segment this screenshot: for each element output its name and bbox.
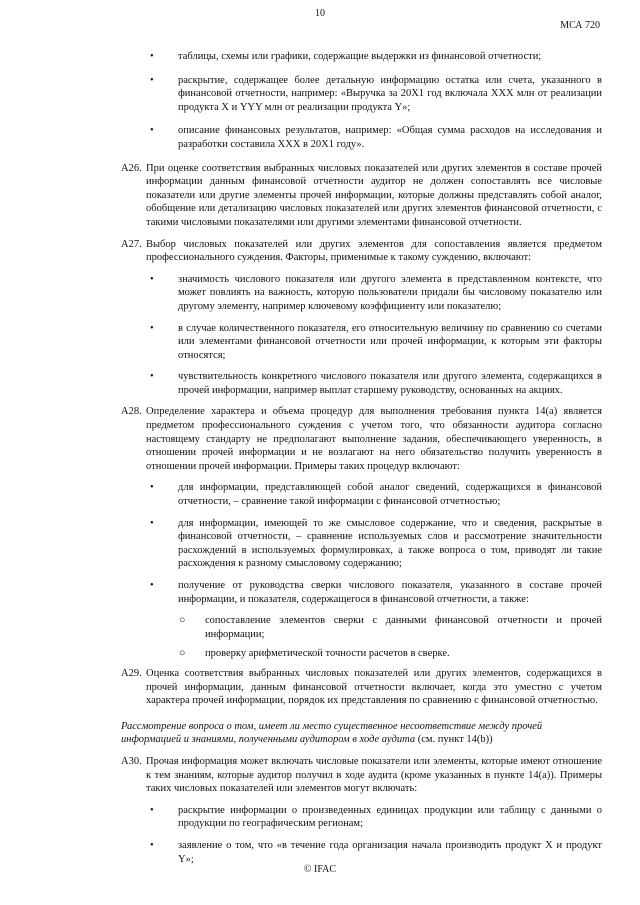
list-item [0,614,640,641]
list-item [0,579,640,606]
page-content [0,50,640,874]
bullet-icon: • [150,580,154,591]
list-item [0,322,640,363]
a28-sub-bullet-list [0,614,640,661]
bullet-icon: • [150,839,154,851]
intro-bullet-list [0,50,640,152]
list-item [0,804,640,831]
bullet-icon: • [150,125,154,137]
bullet-text: для информации, имеющей то же смысловое содержание, что и сведения, раскрытые в финансовой отчетности, – сравнение используемых слов и рассмотрение значительности расхождений в используемых формулировках, а также вопроса о том, приводят ли такие расхождения к разному смысловому содержанию; [178,517,602,570]
bullet-icon: • [150,371,154,383]
list-item [0,517,640,571]
paragraph-number: A30. [121,755,142,767]
bullet-icon: • [150,517,154,529]
paragraph-number: A27. [121,238,142,250]
paragraph-a28 [0,405,640,473]
paragraph-a29 [0,667,640,708]
bullet-text: сопоставление элементов сверки с данными финансовой отчетности и прочей информации; [205,615,602,640]
list-item [0,370,640,397]
bullet-text: раскрытие информации о произведенных единицах продукции или таблицу с данными о продукции по географическим регионам; [178,804,602,830]
paragraph-a26 [0,162,640,230]
paragraph-text: Оценка соответствия выбранных числовых показателей или других элементов, содержащихся в прочей информации, данным финансовой отчетности включает, когда это уместно с учетом характера прочей информации, порядок их представления по сравнению с финансовой отчетностью. [146,667,602,707]
paragraph-a30 [0,755,640,796]
paragraph-number: A28. [121,406,142,418]
a28-bullet-list [0,481,640,606]
paragraph-text: Прочая информация может включать числовые показатели или элементы, которые имеют отношение к тем знаниям, которые аудитор получил в ходе аудита (кроме указанных в пункте 14(a)). Примеры таких числовых показателей или элементов могут включать: [146,755,602,795]
document-code: МСА 720 [560,20,600,31]
list-item [0,74,640,115]
bullet-icon: • [150,51,154,62]
subheading-title: Рассмотрение вопроса о том, имеет ли место существенное несоответствие между прочей информацией и знаниями, полученными аудитором в ходе аудита [121,720,543,746]
circle-bullet-icon: ○ [179,648,186,660]
paragraph-number: A29. [121,667,142,679]
a27-bullet-list [0,273,640,398]
paragraph-text: Определение характера и объема процедур для выполнения требования пункта 14(a) является предметом профессионального суждения с учетом того, что обязанности аудитора согласно настоящему стандарту не предполагают выполнение задания, обеспечивающего уверенность, в отношении прочей информации и не возлагают на него обязательство получить уверенность в отношении прочей информации. Примеры таких процедур включают: [146,406,602,472]
page-number: 10 [315,8,325,19]
list-item [0,273,640,314]
bullet-text: описание финансовых результатов, например: «Общая сумма расходов на исследования и разработки составила XXX в 20X1 году». [178,125,602,150]
section-subheading [0,720,640,747]
paragraph-a27 [0,238,640,265]
paragraph-number: A26. [121,162,142,174]
bullet-text: в случае количественного показателя, его относительную величину по сравнению со счетами или элементами финансовой отчетности или прочей информации, к которым эти факторы относятся; [178,322,602,361]
bullet-icon: • [150,482,154,494]
bullet-text: таблицы, схемы или графики, содержащие выдержки из финансовой отчетности; [178,51,542,62]
subheading-reference: (см. пункт 14(b)) [415,734,493,746]
bullet-icon: • [150,273,154,285]
bullet-text: получение от руководства сверки числового показателя, указанного в составе прочей информации, и показателя, содержащегося в финансовой отчетности, а также: [178,580,602,605]
bullet-text: проверку арифметической точности расчетов в сверке. [205,648,450,660]
bullet-text: раскрытие, содержащее более детальную информацию остатка или счета, указанного в финансовой отчетности, например: «Выручка за 20X1 год включала XXX млн от реализации продукта X и YYY млн от реализации продукта Y»; [178,74,602,113]
bullet-icon: • [150,74,154,86]
bullet-icon: • [150,322,154,334]
paragraph-text: При оценке соответствия выбранных числовых показателей или других элементов в составе прочей информации данным финансовой отчетности аудитор не должен сопоставлять все числовые показатели или другие элементы прочей информации, которые должны представлять собой аналог, обобщение или детализацию числовых показателей или других элементов финансовой отчетности, с такими числовыми показателями или другими элементами финансовой отчетности. [146,162,602,228]
list-item [0,647,640,661]
list-item [0,124,640,151]
paragraph-text: Выбор числовых показателей или других элементов для сопоставления является предметом профессионального суждения. Факторы, применимые к такому суждению, включают: [146,238,602,264]
bullet-icon: • [150,804,154,816]
bullet-text: для информации, представляющей собой аналог сведений, содержащихся в финансовой отчетности, – сравнение такой информации с финансовой отчетностью; [178,482,602,508]
circle-bullet-icon: ○ [179,615,186,627]
bullet-text: чувствительность конкретного числового показателя или другого элемента, содержащихся в прочей информации, например выплат старшему руководству, основанных на акциях. [178,371,602,396]
list-item [0,50,640,64]
list-item [0,481,640,508]
bullet-text: заявление о том, что «в течение года организация начала производить продукт X и продукт Y»; [178,839,602,865]
footer-copyright: © IFAC [303,864,337,875]
a30-bullet-list [0,804,640,866]
bullet-text: значимость числового показателя или другого элемента в представленном контексте, что может повлиять на важность, которую пользователи придали бы числовому показателю или другому элементу, например ключевому коэффициенту или показателю; [178,273,602,312]
list-item [0,839,640,866]
